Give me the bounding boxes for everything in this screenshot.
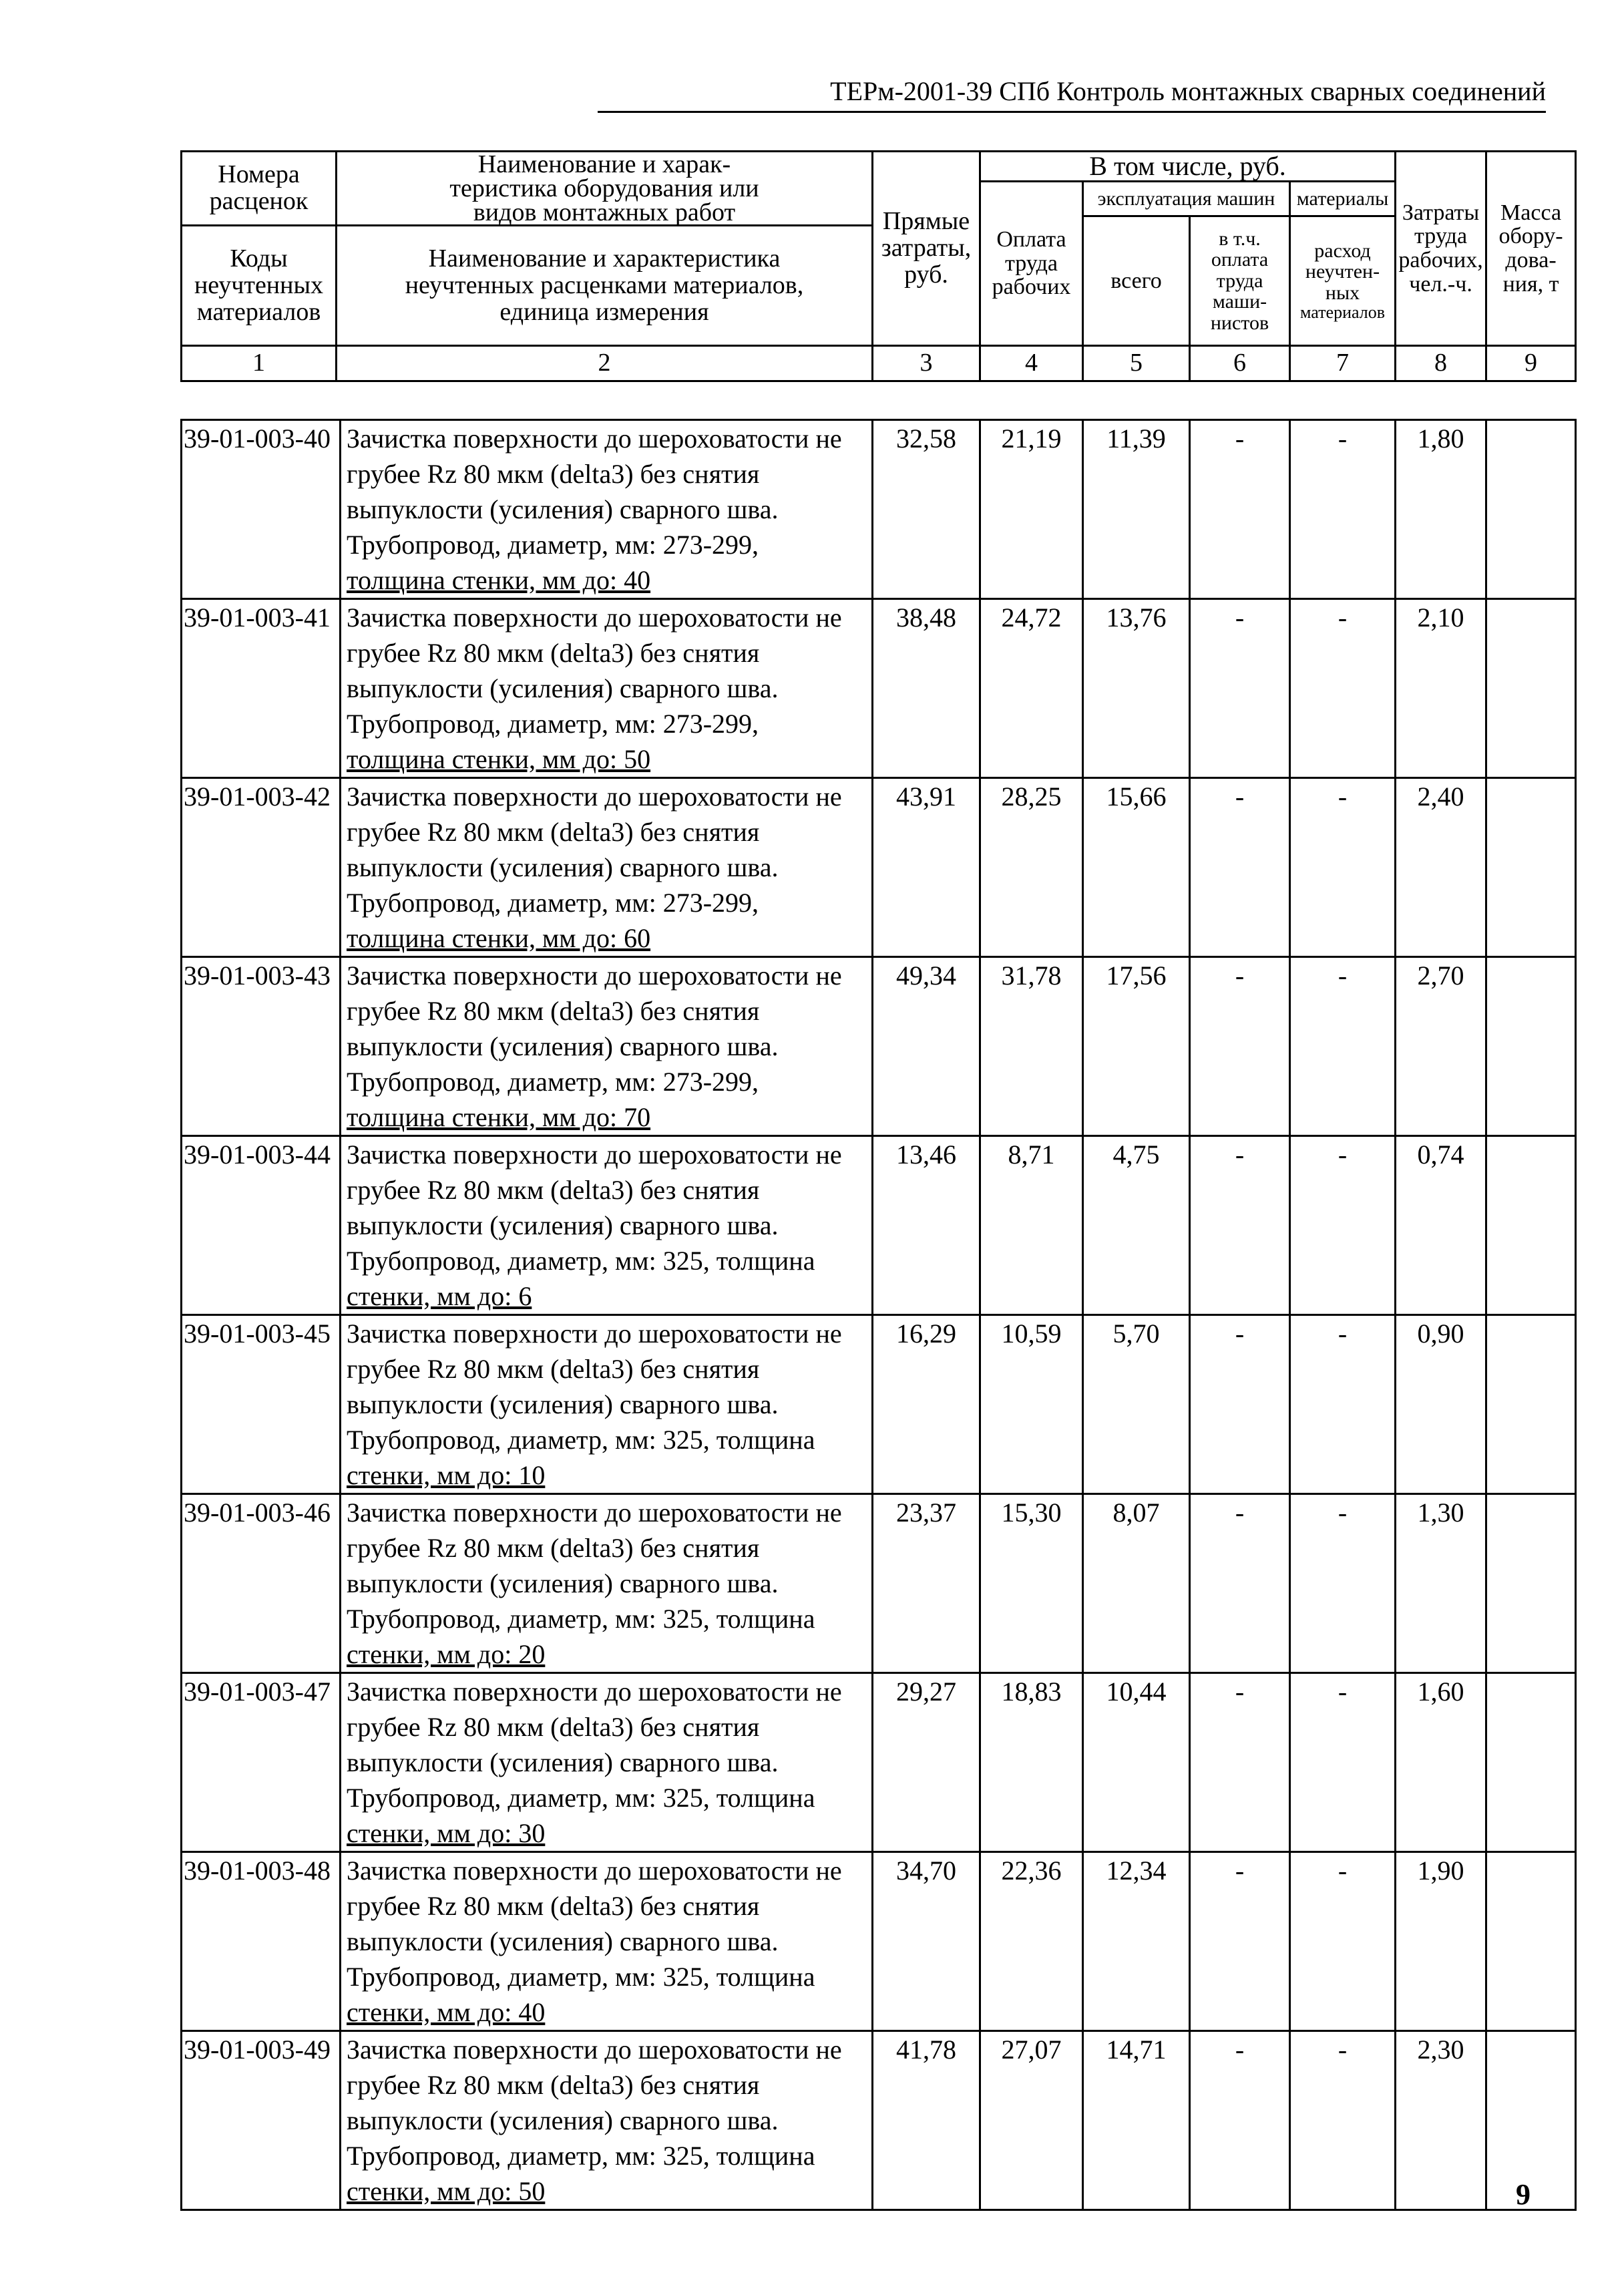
- labor-hours: 0,74: [1396, 1136, 1486, 1315]
- machines-total: 11,39: [1083, 420, 1190, 599]
- labor-hours: 1,30: [1396, 1494, 1486, 1673]
- direct-costs: 13,46: [873, 1136, 980, 1315]
- header-including: В том числе, руб.: [980, 152, 1396, 182]
- rate-code: 39-01-003-45: [182, 1315, 341, 1494]
- rate-description: Зачистка поверхности до шероховатости не грубее Rz 80 мкм (delta3) без снятия выпуклости (усиления) сварного шва. Трубопровод, диаметр, мм: 273-299, толщина стенки, мм до: 40: [341, 420, 873, 599]
- labor-hours: 2,10: [1396, 599, 1486, 778]
- labor-hours: 2,30: [1396, 2031, 1486, 2210]
- table-row: [182, 1315, 1576, 1494]
- machinist-pay: -: [1190, 599, 1290, 778]
- table-row: [182, 1136, 1576, 1315]
- labor-pay: 10,59: [980, 1315, 1083, 1494]
- header-unaccounted-materials: расход неучтен- ных материалов: [1290, 216, 1396, 346]
- table-row: [182, 2031, 1576, 2210]
- unaccounted-materials: -: [1290, 1136, 1396, 1315]
- machines-total: 14,71: [1083, 2031, 1190, 2210]
- unaccounted-materials: -: [1290, 599, 1396, 778]
- machines-total: 17,56: [1083, 957, 1190, 1136]
- equipment-mass: [1486, 2031, 1576, 2210]
- equipment-mass: [1486, 1852, 1576, 2031]
- rate-code: 39-01-003-41: [182, 599, 341, 778]
- unaccounted-materials: -: [1290, 1673, 1396, 1852]
- header-material-name: Наименование и характеристика неучтенных расценками материалов, единица измерения: [337, 226, 873, 346]
- direct-costs: 41,78: [873, 2031, 980, 2210]
- direct-costs: 49,34: [873, 957, 980, 1136]
- unaccounted-materials: -: [1290, 420, 1396, 599]
- rate-description: Зачистка поверхности до шероховатости не грубее Rz 80 мкм (delta3) без снятия выпуклости (усиления) сварного шва. Трубопровод, диаметр, мм: 325, толщина стенки, мм до: 30: [341, 1673, 873, 1852]
- rate-description: Зачистка поверхности до шероховатости не грубее Rz 80 мкм (delta3) без снятия выпуклости (усиления) сварного шва. Трубопровод, диаметр, мм: 273-299, толщина стенки, мм до: 50: [341, 599, 873, 778]
- equipment-mass: [1486, 1494, 1576, 1673]
- machinist-pay: -: [1190, 957, 1290, 1136]
- labor-hours: 2,70: [1396, 957, 1486, 1136]
- machinist-pay: -: [1190, 420, 1290, 599]
- unaccounted-materials: -: [1290, 1315, 1396, 1494]
- header-rate-number: Номера расценок: [182, 152, 337, 226]
- machinist-pay: -: [1190, 1315, 1290, 1494]
- header-material-codes: Коды неучтенных материалов: [182, 226, 337, 346]
- direct-costs: 43,91: [873, 778, 980, 957]
- header-equipment-mass: Масса обору- дова- ния, т: [1486, 152, 1576, 346]
- machines-total: 8,07: [1083, 1494, 1190, 1673]
- rate-description: Зачистка поверхности до шероховатости не грубее Rz 80 мкм (delta3) без снятия выпуклости (усиления) сварного шва. Трубопровод, диаметр, мм: 325, толщина стенки, мм до: 50: [341, 2031, 873, 2210]
- labor-pay: 22,36: [980, 1852, 1083, 2031]
- direct-costs: 29,27: [873, 1673, 980, 1852]
- machinist-pay: -: [1190, 2031, 1290, 2210]
- rate-description: Зачистка поверхности до шероховатости не грубее Rz 80 мкм (delta3) без снятия выпуклости (усиления) сварного шва. Трубопровод, диаметр, мм: 273-299, толщина стенки, мм до: 70: [341, 957, 873, 1136]
- labor-hours: 1,60: [1396, 1673, 1486, 1852]
- labor-pay: 28,25: [980, 778, 1083, 957]
- labor-hours: 1,90: [1396, 1852, 1486, 2031]
- labor-pay: 21,19: [980, 420, 1083, 599]
- header-machines-total: всего: [1083, 216, 1190, 346]
- machines-total: 4,75: [1083, 1136, 1190, 1315]
- equipment-mass: [1486, 1315, 1576, 1494]
- rates-table: [180, 419, 1577, 2211]
- machines-total: 13,76: [1083, 599, 1190, 778]
- machines-total: 12,34: [1083, 1852, 1190, 2031]
- header-machine-operation: эксплуатация машин: [1083, 182, 1290, 216]
- table-row: [182, 1673, 1576, 1852]
- page-number: 9: [1516, 2178, 1531, 2211]
- labor-hours: 0,90: [1396, 1315, 1486, 1494]
- header-labor-pay: Оплата труда рабочих: [980, 182, 1083, 346]
- table-row: [182, 420, 1576, 599]
- rate-code: 39-01-003-44: [182, 1136, 341, 1315]
- labor-pay: 18,83: [980, 1673, 1083, 1852]
- equipment-mass: [1486, 1673, 1576, 1852]
- machinist-pay: -: [1190, 1136, 1290, 1315]
- labor-pay: 15,30: [980, 1494, 1083, 1673]
- rate-code: 39-01-003-47: [182, 1673, 341, 1852]
- labor-hours: 2,40: [1396, 778, 1486, 957]
- rate-code: 39-01-003-40: [182, 420, 341, 599]
- unaccounted-materials: -: [1290, 2031, 1396, 2210]
- rate-description: Зачистка поверхности до шероховатости не грубее Rz 80 мкм (delta3) без снятия выпуклости (усиления) сварного шва. Трубопровод, диаметр, мм: 325, толщина стенки, мм до: 10: [341, 1315, 873, 1494]
- header-materials: материалы: [1290, 182, 1396, 216]
- rate-description: Зачистка поверхности до шероховатости не грубее Rz 80 мкм (delta3) без снятия выпуклости (усиления) сварного шва. Трубопровод, диаметр, мм: 325, толщина стенки, мм до: 6: [341, 1136, 873, 1315]
- labor-pay: 8,71: [980, 1136, 1083, 1315]
- table-row: [182, 1852, 1576, 2031]
- rate-description: Зачистка поверхности до шероховатости не грубее Rz 80 мкм (delta3) без снятия выпуклости (усиления) сварного шва. Трубопровод, диаметр, мм: 325, толщина стенки, мм до: 40: [341, 1852, 873, 2031]
- direct-costs: 34,70: [873, 1852, 980, 2031]
- header-labor-hours: Затраты труда рабочих, чел.-ч.: [1396, 152, 1486, 346]
- machines-total: 10,44: [1083, 1673, 1190, 1852]
- direct-costs: 32,58: [873, 420, 980, 599]
- document-header: ТЕРм-2001-39 СПб Контроль монтажных сварных соединений: [598, 75, 1546, 113]
- unaccounted-materials: -: [1290, 778, 1396, 957]
- header-machinist-pay: в т.ч. оплата труда маши- нистов: [1190, 216, 1290, 346]
- labor-pay: 24,72: [980, 599, 1083, 778]
- labor-pay: 31,78: [980, 957, 1083, 1136]
- direct-costs: 38,48: [873, 599, 980, 778]
- rate-code: 39-01-003-48: [182, 1852, 341, 2031]
- equipment-mass: [1486, 1136, 1576, 1315]
- table-row: [182, 778, 1576, 957]
- unaccounted-materials: -: [1290, 1494, 1396, 1673]
- header-work-name: Наименование и харак- теристика оборудования или видов монтажных работ: [337, 152, 873, 226]
- machines-total: 5,70: [1083, 1315, 1190, 1494]
- equipment-mass: [1486, 599, 1576, 778]
- rate-code: 39-01-003-43: [182, 957, 341, 1136]
- table-row: [182, 599, 1576, 778]
- unaccounted-materials: -: [1290, 1852, 1396, 2031]
- column-header-table: [180, 150, 1577, 382]
- rate-description: Зачистка поверхности до шероховатости не грубее Rz 80 мкм (delta3) без снятия выпуклости (усиления) сварного шва. Трубопровод, диаметр, мм: 273-299, толщина стенки, мм до: 60: [341, 778, 873, 957]
- equipment-mass: [1486, 957, 1576, 1136]
- labor-pay: 27,07: [980, 2031, 1083, 2210]
- machinist-pay: -: [1190, 778, 1290, 957]
- column-number-row: 1 2 3 4 5 6 7 8 9: [182, 346, 1576, 381]
- direct-costs: 23,37: [873, 1494, 980, 1673]
- equipment-mass: [1486, 778, 1576, 957]
- table-row: [182, 957, 1576, 1136]
- machinist-pay: -: [1190, 1494, 1290, 1673]
- machinist-pay: -: [1190, 1673, 1290, 1852]
- machines-total: 15,66: [1083, 778, 1190, 957]
- rate-code: 39-01-003-42: [182, 778, 341, 957]
- rate-code: 39-01-003-49: [182, 2031, 341, 2210]
- header-direct-costs: Прямые затраты, руб.: [873, 152, 980, 346]
- labor-hours: 1,80: [1396, 420, 1486, 599]
- unaccounted-materials: -: [1290, 957, 1396, 1136]
- equipment-mass: [1486, 420, 1576, 599]
- direct-costs: 16,29: [873, 1315, 980, 1494]
- rate-description: Зачистка поверхности до шероховатости не грубее Rz 80 мкм (delta3) без снятия выпуклости (усиления) сварного шва. Трубопровод, диаметр, мм: 325, толщина стенки, мм до: 20: [341, 1494, 873, 1673]
- table-row: [182, 1494, 1576, 1673]
- machinist-pay: -: [1190, 1852, 1290, 2031]
- rate-code: 39-01-003-46: [182, 1494, 341, 1673]
